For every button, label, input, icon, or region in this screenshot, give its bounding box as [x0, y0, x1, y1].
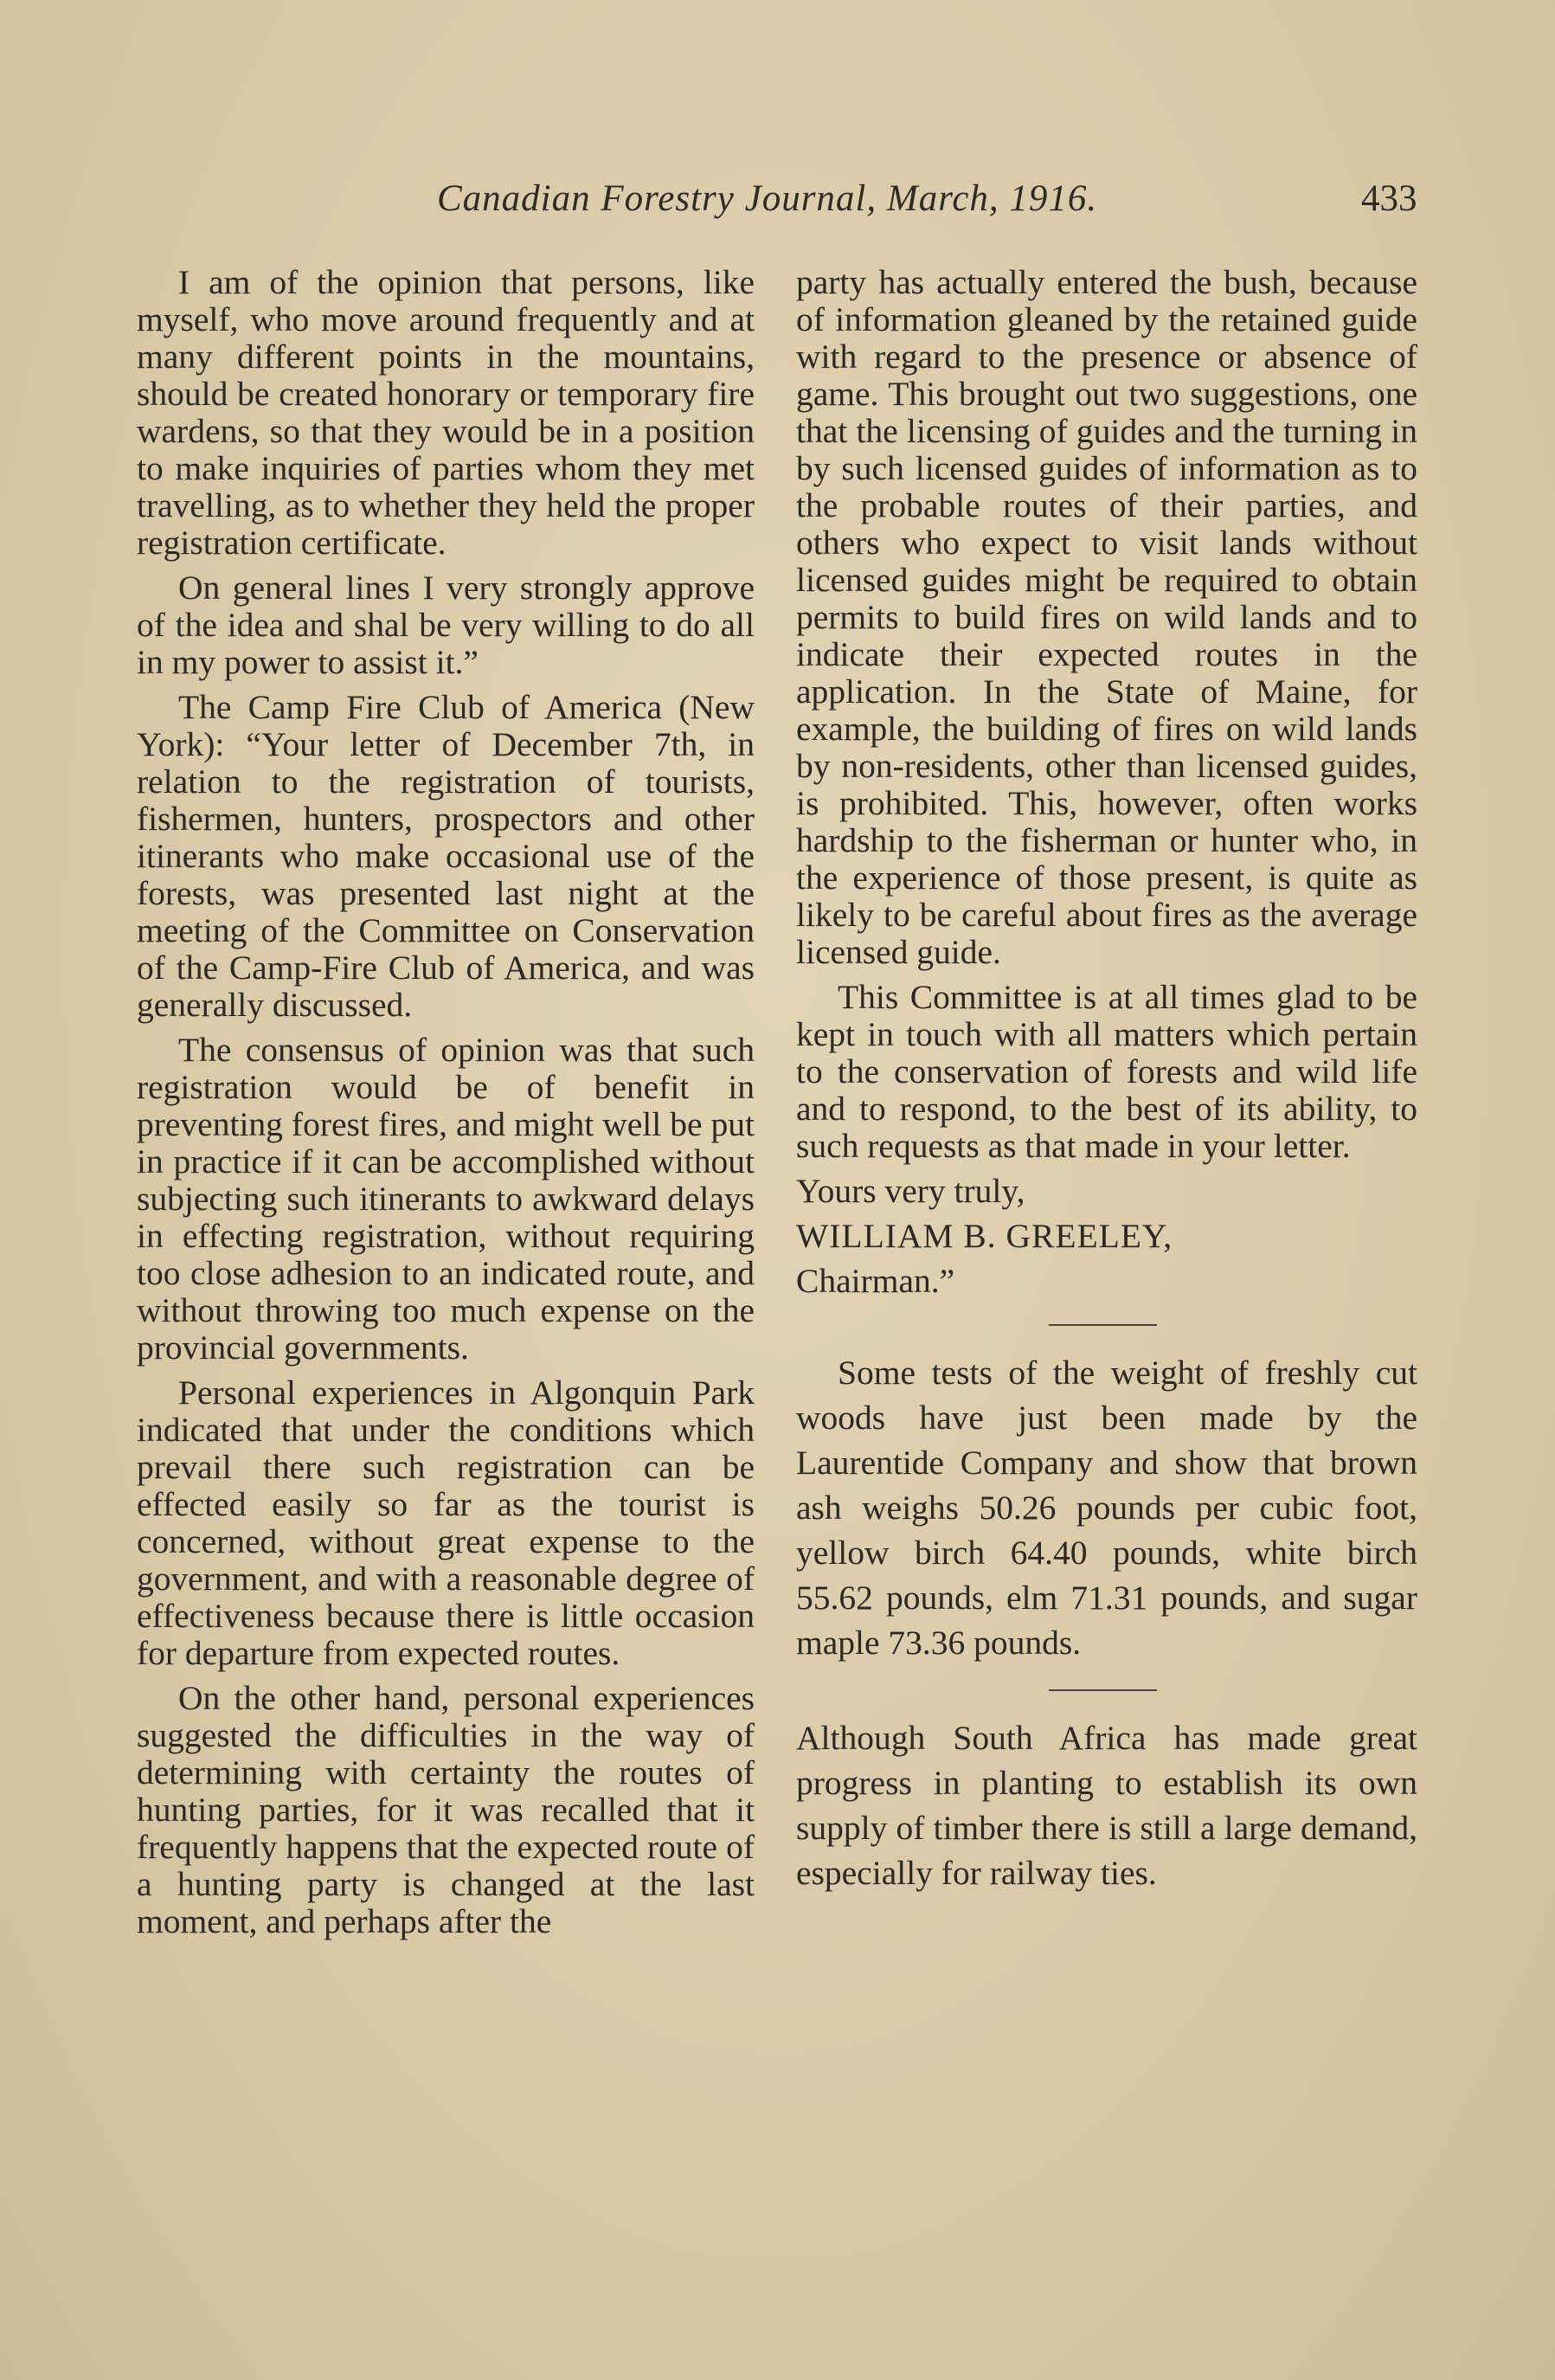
section-divider [1049, 1689, 1157, 1691]
running-head: Canadian Forestry Journal, March, 1916. [437, 178, 1098, 219]
news-item-wood-weights: Some tests of the weight of freshly cut woods have just been made by the Laurentide Company and show that brown ash weighs 50.26 pounds per cubic foot, yellow birch 64.40 pounds, white birch 55.62 pounds, elm 71.31 pounds, and sugar maple 73.36 pounds. [796, 1354, 1417, 1662]
signature-title: Chairman.” [796, 1262, 955, 1300]
paragraph-hunting-parties: On the other hand, personal experiences suggested the difficulties in the way of determining with certainty the routes of hunting parties, for it was recalled that it frequently happens that the expected route of a hunting party is changed at the last moment, and perhaps after the [137, 1679, 755, 1940]
left-column [137, 264, 755, 1940]
paragraph-consensus: The consensus of opinion was that such registration would be of benefit in preventing forest fires, and might well be put in practice if it can be accomplished without subjecting such itinerants to awkward delays in effecting registration, without requiring too close adhesion to an indicated route, and without throwing too much expense on the provincial governments. [137, 1031, 755, 1367]
paragraph-algonquin-park: Personal experiences in Algonquin Park indicated that under the conditions which prevail there such registration can be effected easily so far as the tourist is concerned, without great expense to the government, and with a reasonable degree of effectiveness because there is little occasion for departure from expected routes. [137, 1373, 755, 1672]
page-header [0, 177, 1555, 229]
paragraph-camp-fire-club-letter: The Camp Fire Club of America (New York): “Your letter of December 7th, in relation to the registration of tourists, fishermen, hunters, prospectors and other itinerants who make occasional use of the forests, was presented last night at the meeting of the Committee on Conservation of the Camp-Fire Club of America, and was generally discussed. [137, 688, 755, 1024]
news-item-south-africa: Although South Africa has made great progress in planting to establish its own supply of timber there is still a large demand, especially for railway ties. [796, 1719, 1417, 1892]
paragraph-committee-closing: This Committee is at all times glad to be kept in touch with all matters which pertain to the conservation of forests and wild life and to respond, to the best of its ability, to such requests as that made in your letter. [796, 978, 1417, 1165]
paragraph-fire-wardens: I am of the opinion that persons, like myself, who move around frequently and at many different points in the mountains, should be created honorary or temporary fire wardens, so that they would be in a position to make inquiries of parties whom they met travelling, as to whether they held the proper registration certificate. [137, 263, 755, 562]
right-column [796, 264, 1417, 1895]
signature-closing: Yours very truly, [796, 1172, 1025, 1210]
signature-name: WILLIAM B. GREELEY, [796, 1217, 1173, 1255]
paragraph-approval: On general lines I very strongly approve of the idea and shal be very willing to do all in my power to assist it.” [137, 569, 755, 681]
section-divider [1049, 1324, 1157, 1326]
page-number: 433 [1361, 178, 1417, 219]
paragraph-continuation: party has actually entered the bush, because of information gleaned by the retained guide with regard to the presence or absence of game. This brought out two suggestions, one that the licensing of guides and the turning in by such licensed guides of information as to the probable routes of their parties, and others who expect to visit lands without licensed guides might be required to obtain permits to build fires on wild lands and to indicate their expected routes in the application. In the State of Maine, for example, the building of fires on wild lands by non-residents, other than licensed guides, is prohibited. This, however, often works hardship to the fisherman or hunter who, in the experience of those present, is quite as likely to be careful about fires as the average licensed guide. [796, 263, 1417, 971]
